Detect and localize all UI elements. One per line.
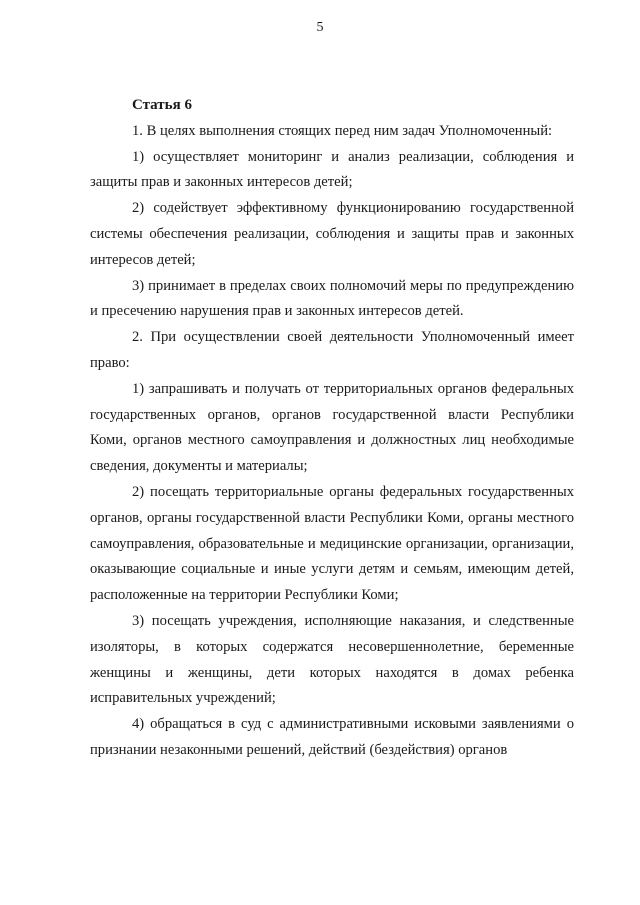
paragraph-1-item-3: 3) принимает в пределах своих полномочий меры по предупреждению и пресечению нарушения прав и законных интересов детей.: [90, 277, 574, 320]
article-body: [90, 93, 574, 764]
paragraph-2-item-2: 2) посещать территориальные органы федеральных государственных органов, органы государственной власти Республики Коми, органы местного самоуправления, образовательные и медицинские организации, организации, оказывающие социальные и иные услуги детям и семьям, имеющим детей, расположенные на территории Республики Коми;: [90, 483, 574, 604]
paragraph-2-item-4: 4) обращаться в суд с административными исковыми заявлениями о признании незаконными решений, действий (бездействия) органов: [90, 716, 574, 758]
page-number: 5: [316, 20, 324, 35]
paragraph-1-item-2: 2) содействует эффективному функционированию государственной системы обеспечения реализации, соблюдения и защиты прав и законных интересов детей;: [90, 200, 574, 268]
paragraph-2-item-3: 3) посещать учреждения, исполняющие наказания, и следственные изоляторы, в которых содержатся несовершеннолетние, беременные женщины и женщины, дети которых находятся в домах ребенка исправительных учреждений;: [90, 612, 574, 707]
paragraph-2: 2. При осуществлении своей деятельности Уполномоченный имеет право:: [90, 329, 574, 371]
paragraph-1: 1. В целях выполнения стоящих перед ним задач Уполномоченный:: [132, 122, 553, 139]
article-heading: Статья 6: [132, 97, 192, 113]
paragraph-2-item-1: 1) запрашивать и получать от территориальных органов федеральных государственных органов, органов государственной власти Республики Коми, органов местного самоуправления и должностных лиц необходимые сведения, документы и материалы;: [90, 380, 574, 475]
paragraph-1-item-1: 1) осуществляет мониторинг и анализ реализации, соблюдения и защиты прав и законных интересов детей;: [90, 148, 574, 191]
